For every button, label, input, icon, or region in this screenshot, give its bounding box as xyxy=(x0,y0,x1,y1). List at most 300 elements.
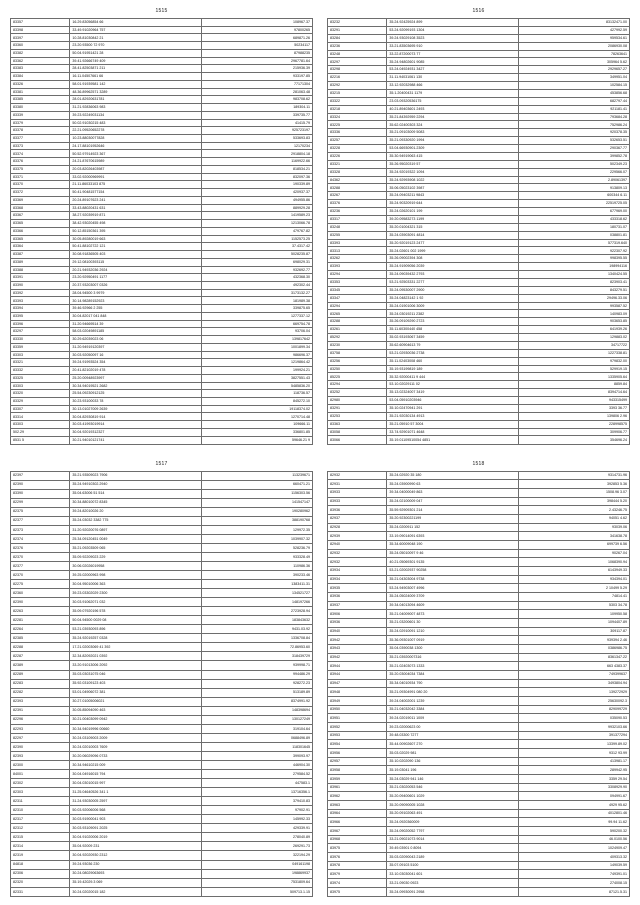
table-cell-3: 2723928.94 xyxy=(201,607,312,616)
table-cell-1: 83371 xyxy=(11,173,70,181)
table-cell-1: 83906 xyxy=(328,610,387,619)
table-cell-1: 83366 xyxy=(11,227,70,235)
table-cell-3: 181989.38 xyxy=(201,297,312,305)
table-cell-1: 83967 xyxy=(328,827,387,836)
table-cell-1: 83947 xyxy=(328,679,387,688)
table-cell-1: 83267 xyxy=(328,192,387,200)
table-cell-1: 83380 xyxy=(11,104,70,112)
table-cell-1: 83303 xyxy=(11,421,70,429)
table-cell-2: 35.02.93193067 3459 xyxy=(387,334,518,342)
table-cell-1: 83372 xyxy=(11,189,70,197)
table-cell-3: 108967.37 xyxy=(201,19,312,27)
table-cell-3: 3308929.90 xyxy=(518,783,629,792)
table-cell-1: 82216 xyxy=(328,74,387,82)
table-cell-2: 31.20.92020076 0897 xyxy=(70,525,201,534)
table-row xyxy=(11,189,313,197)
table-cell-1: 83324 xyxy=(328,113,387,121)
table-row xyxy=(328,714,630,723)
panel-grid xyxy=(10,8,630,897)
table-cell-3: 134521727 xyxy=(201,589,312,598)
table-cell-3: 4929 95.62 xyxy=(518,801,629,810)
table-row xyxy=(328,420,630,428)
table-cell-1: 82331 xyxy=(11,887,70,896)
table-cell-2: 30.34.88010072 8345 xyxy=(70,498,201,507)
table-cell-3: 102584.15 xyxy=(518,82,629,90)
table-cell-3: 0386986.75 xyxy=(518,644,629,653)
table-cell-1: 82939 xyxy=(328,532,387,541)
table-cell-2: 53.24.94903007 4996 xyxy=(387,584,518,593)
table-cell-1: 82397 xyxy=(11,471,70,480)
table-cell-1: 83256 xyxy=(328,357,387,365)
table-cell-1: 83944 xyxy=(328,662,387,671)
table-cell-2: 35.24.03900990 63 xyxy=(387,480,518,489)
table-row xyxy=(328,584,630,593)
table-cell-3: 1227338.81 xyxy=(518,349,629,357)
table-cell-1: 83390 xyxy=(11,489,70,498)
table-cell-1: 83393 xyxy=(11,297,70,305)
table-cell-1: 83291 xyxy=(328,404,387,412)
table-row xyxy=(328,294,630,302)
table-row xyxy=(11,616,313,625)
table-cell-1: 84818 xyxy=(11,860,70,869)
table-row xyxy=(328,549,630,558)
table-row xyxy=(328,540,630,549)
table-cell-3: 5028235.87 xyxy=(201,251,312,259)
table-row xyxy=(328,74,630,82)
table-cell-2: 53.24.92099193 1304 xyxy=(387,26,518,34)
table-cell-3: 8859.84 xyxy=(518,381,629,389)
table-cell-2: 35.21.05910 57 3004 xyxy=(387,420,518,428)
table-row xyxy=(11,320,313,328)
table-cell-2: 35.07.09103 5100 xyxy=(387,861,518,870)
table-cell-2: 35.04.63006 51 514 xyxy=(70,489,201,498)
table-cell-1: 83937 xyxy=(328,601,387,610)
table-cell-3: 322194.29 xyxy=(201,851,312,860)
table-cell-1: 83360 xyxy=(11,42,70,50)
table-cell-2: 35.20.09400601 1029 xyxy=(387,792,518,801)
table-row xyxy=(328,601,630,610)
table-row xyxy=(11,390,313,398)
table-row xyxy=(11,181,313,189)
table-row xyxy=(328,731,630,740)
table-row xyxy=(328,271,630,279)
table-cell-1: 83384 xyxy=(11,73,70,81)
table-cell-3: 309117.87 xyxy=(518,627,629,636)
table-cell-3: 433318.62 xyxy=(518,215,629,223)
table-cell-1: 83294 xyxy=(328,302,387,310)
table-row xyxy=(11,421,313,429)
table-cell-1: 83345 xyxy=(328,286,387,294)
table-cell-1: 83933 xyxy=(328,497,387,506)
table-cell-2: 35.10.0202090 136 xyxy=(387,757,518,766)
table-cell-3: 129972.35 xyxy=(201,525,312,534)
table-row xyxy=(328,801,630,810)
table-cell-3: 1094407.89 xyxy=(518,618,629,627)
table-cell-1: 83332 xyxy=(11,367,70,375)
table-cell-2: 23.03.09320536175 xyxy=(387,97,518,105)
table-cell-3: 9431.03.92 xyxy=(201,625,312,634)
table-cell-3: 1001899.34 xyxy=(201,343,312,351)
table-cell-3: 928272.23 xyxy=(201,679,312,688)
table-row xyxy=(11,661,313,670)
table-cell-3: 903653.85 xyxy=(518,318,629,326)
table-cell-1: 84362 xyxy=(328,176,387,184)
table-cell-1: 83365 xyxy=(11,235,70,243)
table-cell-2: 39.34.04013094 4609 xyxy=(387,601,518,610)
table-cell-1: 83934 xyxy=(328,566,387,575)
table-cell-2: 39.34.04000049 863 xyxy=(387,488,518,497)
table-cell-2: 30.08.91836505 403 xyxy=(70,251,201,259)
table-cell-2: 30.03.91062071 032 xyxy=(70,598,201,607)
table-cell-2: 35.24.09020052 7797 xyxy=(387,827,518,836)
table-cell-1: 83375 xyxy=(11,165,70,173)
table-cell-3: 453856.68 xyxy=(518,89,629,97)
table-cell-3: 447583.1 xyxy=(201,779,312,788)
table-row xyxy=(11,343,313,351)
table-cell-3: 979832.00 xyxy=(518,357,629,365)
table-cell-1: 82980 xyxy=(328,397,387,405)
table-cell-2: 31.21.92836063 983 xyxy=(70,104,201,112)
table-cell-3: 349951.04 xyxy=(518,74,629,82)
table-cell-2: 48.36.89962571 3289 xyxy=(70,88,201,96)
table-cell-3: 4012801.46 xyxy=(518,809,629,818)
table-cell-2: 28.41.82503871 211 xyxy=(70,65,201,73)
table-row xyxy=(328,137,630,145)
table-cell-3: 913809.13 xyxy=(518,184,629,192)
table-cell-1: 82314 xyxy=(11,842,70,851)
table-cell-1: 83261 xyxy=(328,326,387,334)
table-row xyxy=(328,428,630,436)
table-row xyxy=(11,634,313,643)
table-cell-2: 35.24.92993908 1022 xyxy=(387,176,518,184)
table-row xyxy=(328,373,630,381)
table-row xyxy=(11,374,313,382)
table-cell-3: 590200.32 xyxy=(518,827,629,836)
table-cell-2: 30.34.94019521 2682 xyxy=(70,382,201,390)
table-cell-2: 35.21.09330920 1994 xyxy=(387,137,518,145)
table-cell-3: 145992.33 xyxy=(201,815,312,824)
table-row xyxy=(328,644,630,653)
table-cell-1: 82319 xyxy=(11,851,70,860)
table-row xyxy=(328,318,630,326)
table-cell-1: 83963 xyxy=(328,801,387,810)
table-cell-2: 30.04.92020930 2312 xyxy=(70,851,201,860)
table-cell-2: 53.21.02002937 90258 xyxy=(387,566,518,575)
table-cell-1: 83395 xyxy=(11,312,70,320)
table-cell-1: 83379 xyxy=(11,119,70,127)
table-cell-1: 83387 xyxy=(11,251,70,259)
table-cell-3: 1340424.55 xyxy=(518,271,629,279)
table-cell-3: 749399637 xyxy=(518,670,629,679)
table-cell-1: 83326 xyxy=(11,80,70,88)
table-row xyxy=(11,842,313,851)
table-cell-1: 83944 xyxy=(328,670,387,679)
table-cell-3: 109666.11 xyxy=(201,421,312,429)
table-cell-3: 336801.85 xyxy=(201,428,312,436)
table-cell-3: 509713.1.15 xyxy=(201,887,312,896)
table-row xyxy=(328,26,630,34)
table-cell-2: 20.37.93203007 0326 xyxy=(70,281,201,289)
table-row xyxy=(328,844,630,853)
table-cell-2: 31.20.94919120397 xyxy=(70,343,201,351)
table-cell-2: 39.49.03901 0 8094 xyxy=(387,844,518,853)
table-cell-3: 274008.15 xyxy=(518,879,629,888)
table-cell-3: 2918804.18 xyxy=(201,150,312,158)
table-cell-2: 39.25.02000963 998 xyxy=(70,571,201,580)
table-cell-1: 83307 xyxy=(11,405,70,413)
table-row xyxy=(11,243,313,251)
data-table-1517 xyxy=(10,471,313,898)
table-cell-2: 35.11.60300440 458 xyxy=(387,326,518,334)
table-cell-3: 528236.79 xyxy=(201,543,312,552)
table-cell-2: 35.21.04303004 9738 xyxy=(387,575,518,584)
table-cell-2: 35.24.03032 3382 775 xyxy=(70,516,201,525)
table-row xyxy=(328,887,630,896)
table-cell-1: 83291 xyxy=(328,26,387,34)
table-cell-3: 341638.78 xyxy=(518,532,629,541)
table-cell-2: 35.36.09301007 0919 xyxy=(387,636,518,645)
table-row xyxy=(11,643,313,652)
table-row xyxy=(328,50,630,58)
table-cell-1: 85292 xyxy=(328,334,387,342)
table-row xyxy=(11,561,313,570)
table-cell-2: 30.03.93109091 2025 xyxy=(70,824,201,833)
table-cell-3: 832097.36 xyxy=(201,173,312,181)
table-row xyxy=(11,258,313,266)
table-cell-1: 83330 xyxy=(11,336,70,344)
table-cell-1: 83974 xyxy=(328,879,387,888)
table-cell-1: 82928 xyxy=(328,523,387,532)
table-cell-2: 53.21.03930093 896 xyxy=(70,625,201,634)
table-cell-3: 993587.52 xyxy=(518,302,629,310)
table-cell-3: 391377294 xyxy=(518,731,629,740)
table-cell-3: 3827551.43 xyxy=(201,374,312,382)
table-cell-1: 83936 xyxy=(328,506,387,515)
table-cell-1: 83248 xyxy=(328,223,387,231)
table-row xyxy=(328,532,630,541)
table-cell-3: 094991.67 xyxy=(518,792,629,801)
table-row xyxy=(11,127,313,135)
table-row xyxy=(328,192,630,200)
table-row xyxy=(328,775,630,784)
table-cell-1: 82390 xyxy=(11,480,70,489)
table-row xyxy=(11,165,313,173)
table-cell-3: 2.89061397 xyxy=(518,176,629,184)
table-cell-3: 2086930.08 xyxy=(518,42,629,50)
table-row xyxy=(328,239,630,247)
table-row xyxy=(11,367,313,375)
table-cell-2: 53.21.02930036 2738 xyxy=(387,349,518,357)
table-cell-1: 82377 xyxy=(11,561,70,570)
table-cell-1: 83336 xyxy=(328,129,387,137)
table-row xyxy=(328,861,630,870)
table-row xyxy=(11,688,313,697)
table-cell-2: 35.24.05024009 3709 xyxy=(387,592,518,601)
table-row xyxy=(328,592,630,601)
table-cell-2: 30.03.92050097 16 xyxy=(70,351,201,359)
panel-title-1516: 1516 xyxy=(472,8,485,14)
table-cell-1: 83265 xyxy=(328,310,387,318)
table-cell-3: 8394714.64 xyxy=(518,389,629,397)
table-cell-3: 0688496.89 xyxy=(201,733,312,742)
table-cell-2: 35.24.02100009 047 xyxy=(387,497,518,506)
table-cell-1: 83321 xyxy=(11,359,70,367)
table-cell-3: 1335905.64 xyxy=(518,373,629,381)
table-cell-3: 2929657.27 xyxy=(518,66,629,74)
table-row xyxy=(11,336,313,344)
table-cell-2: 35.21.03920007316 xyxy=(387,653,518,662)
table-cell-3: 305964 5.62 xyxy=(518,58,629,66)
table-row xyxy=(328,357,630,365)
table-cell-1: 83058 xyxy=(328,428,387,436)
table-row xyxy=(328,121,630,129)
table-row xyxy=(11,860,313,869)
table-cell-1: 83215 xyxy=(328,89,387,97)
table-row xyxy=(11,815,313,824)
table-row xyxy=(328,679,630,688)
table-cell-1: 83758 xyxy=(328,349,387,357)
table-cell-2: 35.04.92009 231 xyxy=(70,842,201,851)
data-table-1518 xyxy=(327,471,630,898)
table-row xyxy=(11,57,313,65)
table-cell-2: 20.21.94932036 2924 xyxy=(70,266,201,274)
table-cell-2: 30.27.01005006021 xyxy=(70,697,201,706)
table-row xyxy=(11,428,313,436)
table-cell-3: 1219864.42 xyxy=(201,359,312,367)
table-cell-2: 35.24.92019322 1094 xyxy=(387,168,518,176)
table-row xyxy=(11,297,313,305)
table-cell-3: 446904.30 xyxy=(201,761,312,770)
table-cell-1: 83288 xyxy=(328,184,387,192)
table-cell-3: 432368.30 xyxy=(201,274,312,282)
table-row xyxy=(11,489,313,498)
table-cell-1: 83262 xyxy=(328,255,387,263)
table-cell-2: 35.62.60904613 79 xyxy=(387,341,518,349)
table-cell-1: 83396 xyxy=(11,320,70,328)
table-cell-3: 78263641 xyxy=(518,50,629,58)
table-row xyxy=(328,129,630,137)
table-row xyxy=(11,715,313,724)
table-row xyxy=(11,312,313,320)
table-cell-3: 049161198 xyxy=(201,860,312,869)
table-cell-2: 40.21.89403601 2493 xyxy=(387,105,518,113)
table-cell-3: 1270714.48 xyxy=(201,413,312,421)
table-cell-2: 50.02.91030215 483 xyxy=(70,119,201,127)
table-cell-1: 83369 xyxy=(11,196,70,204)
table-cell-1: 82390 xyxy=(11,742,70,751)
table-cell-3: 818534.21 xyxy=(201,165,312,173)
table-cell-1: 83321 xyxy=(328,160,387,168)
table-cell-1: 83956 xyxy=(328,749,387,758)
table-cell-2: 28.04.94500 3 9979 xyxy=(70,289,201,297)
table-row xyxy=(11,251,313,259)
table-cell-2: 58.01.91939581 142 xyxy=(70,80,201,88)
table-row xyxy=(11,104,313,112)
table-cell-2: 35.34.60009048 190 xyxy=(387,540,518,549)
table-cell-1: 83250 xyxy=(328,365,387,373)
table-cell-2: 35.21.93509023 7906 xyxy=(70,471,201,480)
table-row xyxy=(11,507,313,516)
table-cell-2: 39.24.04002001 1239 xyxy=(387,696,518,705)
table-cell-3: 379410.83 xyxy=(201,797,312,806)
table-cell-1: 83313 xyxy=(328,247,387,255)
table-row xyxy=(328,215,630,223)
table-cell-1: 83236 xyxy=(328,208,387,216)
table-row xyxy=(11,34,313,42)
table-row xyxy=(11,534,313,543)
table-cell-3: 502349.23 xyxy=(518,160,629,168)
table-cell-2: 50.52.97914923 367 xyxy=(70,150,201,158)
table-row xyxy=(328,160,630,168)
table-cell-3: 129883.02 xyxy=(518,334,629,342)
table-row xyxy=(328,208,630,216)
table-cell-1: 83964 xyxy=(328,809,387,818)
table-cell-1: 83942 xyxy=(328,636,387,645)
table-cell-3: 198994116 xyxy=(518,263,629,271)
table-cell-2: 35.30.94919063 415 xyxy=(387,152,518,160)
table-cell-2: 35.20.92019123 2477 xyxy=(387,239,518,247)
table-cell-3: 983708.62 xyxy=(201,96,312,104)
table-cell-2: 30.24.02020015 182 xyxy=(70,887,201,896)
table-cell-1: 502.29 xyxy=(11,428,70,436)
table-cell-1: 83329 xyxy=(11,397,70,405)
table-cell-2: 35.03.02029 981 xyxy=(387,749,518,758)
table-cell-1: 83953 xyxy=(328,731,387,740)
table-cell-1: 83359 xyxy=(11,343,70,351)
table-cell-3: 139272929 xyxy=(518,688,629,697)
table-cell-2: 30.04.82930819 914 xyxy=(70,413,201,421)
table-cell-3: 698029.31 xyxy=(201,258,312,266)
table-cell-2: 16.29.83056854 66 xyxy=(70,19,201,27)
table-cell-1: 83968 xyxy=(328,835,387,844)
table-cell-1: 83398 xyxy=(11,26,70,34)
table-row xyxy=(11,806,313,815)
table-row xyxy=(11,235,313,243)
table-row xyxy=(328,627,630,636)
table-cell-2: 24.21.87670615989 xyxy=(70,158,201,166)
table-cell-2: 35.21.04009007 4873 xyxy=(387,610,518,619)
table-row xyxy=(328,223,630,231)
table-cell-3: 677969.00 xyxy=(518,208,629,216)
table-cell-2: 35.06.05023102 3987 xyxy=(387,184,518,192)
table-cell-3: 93039.06 xyxy=(518,523,629,532)
table-cell-3: 139817642 xyxy=(201,336,312,344)
table-cell-2: 20.03.82026403987 xyxy=(70,165,201,173)
table-cell-3: 920378.35 xyxy=(518,129,629,137)
table-cell-3: 669754.78 xyxy=(201,320,312,328)
table-cell-2: 35.24.03903091 4814 xyxy=(387,231,518,239)
table-cell-1: 83952 xyxy=(328,722,387,731)
table-cell-1: 83377 xyxy=(11,135,70,143)
table-cell-2: 35.21.84392959 2294 xyxy=(387,113,518,121)
table-cell-2: 29.12.08100393115 xyxy=(70,258,201,266)
table-cell-2: 30.20.06029096 0733 xyxy=(70,751,201,760)
table-cell-3: 492302.44 xyxy=(201,281,312,289)
table-cell-3: 9314731.96 xyxy=(518,471,629,480)
table-cell-1: 83393 xyxy=(328,263,387,271)
table-cell-3: 427992.59 xyxy=(518,26,629,34)
table-cell-3: 889929.28 xyxy=(201,204,312,212)
table-cell-1: 83958 xyxy=(328,766,387,775)
table-row xyxy=(11,351,313,359)
table-cell-2: 35.11.02403008 460 xyxy=(387,357,518,365)
table-cell-1: 82306 xyxy=(11,869,70,878)
table-cell-1: 83948 xyxy=(328,688,387,697)
table-cell-2: 35.24.94910302.2940 xyxy=(70,480,201,489)
table-row xyxy=(11,580,313,589)
table-cell-3: 699739 6.56 xyxy=(518,540,629,549)
table-row xyxy=(11,289,313,297)
